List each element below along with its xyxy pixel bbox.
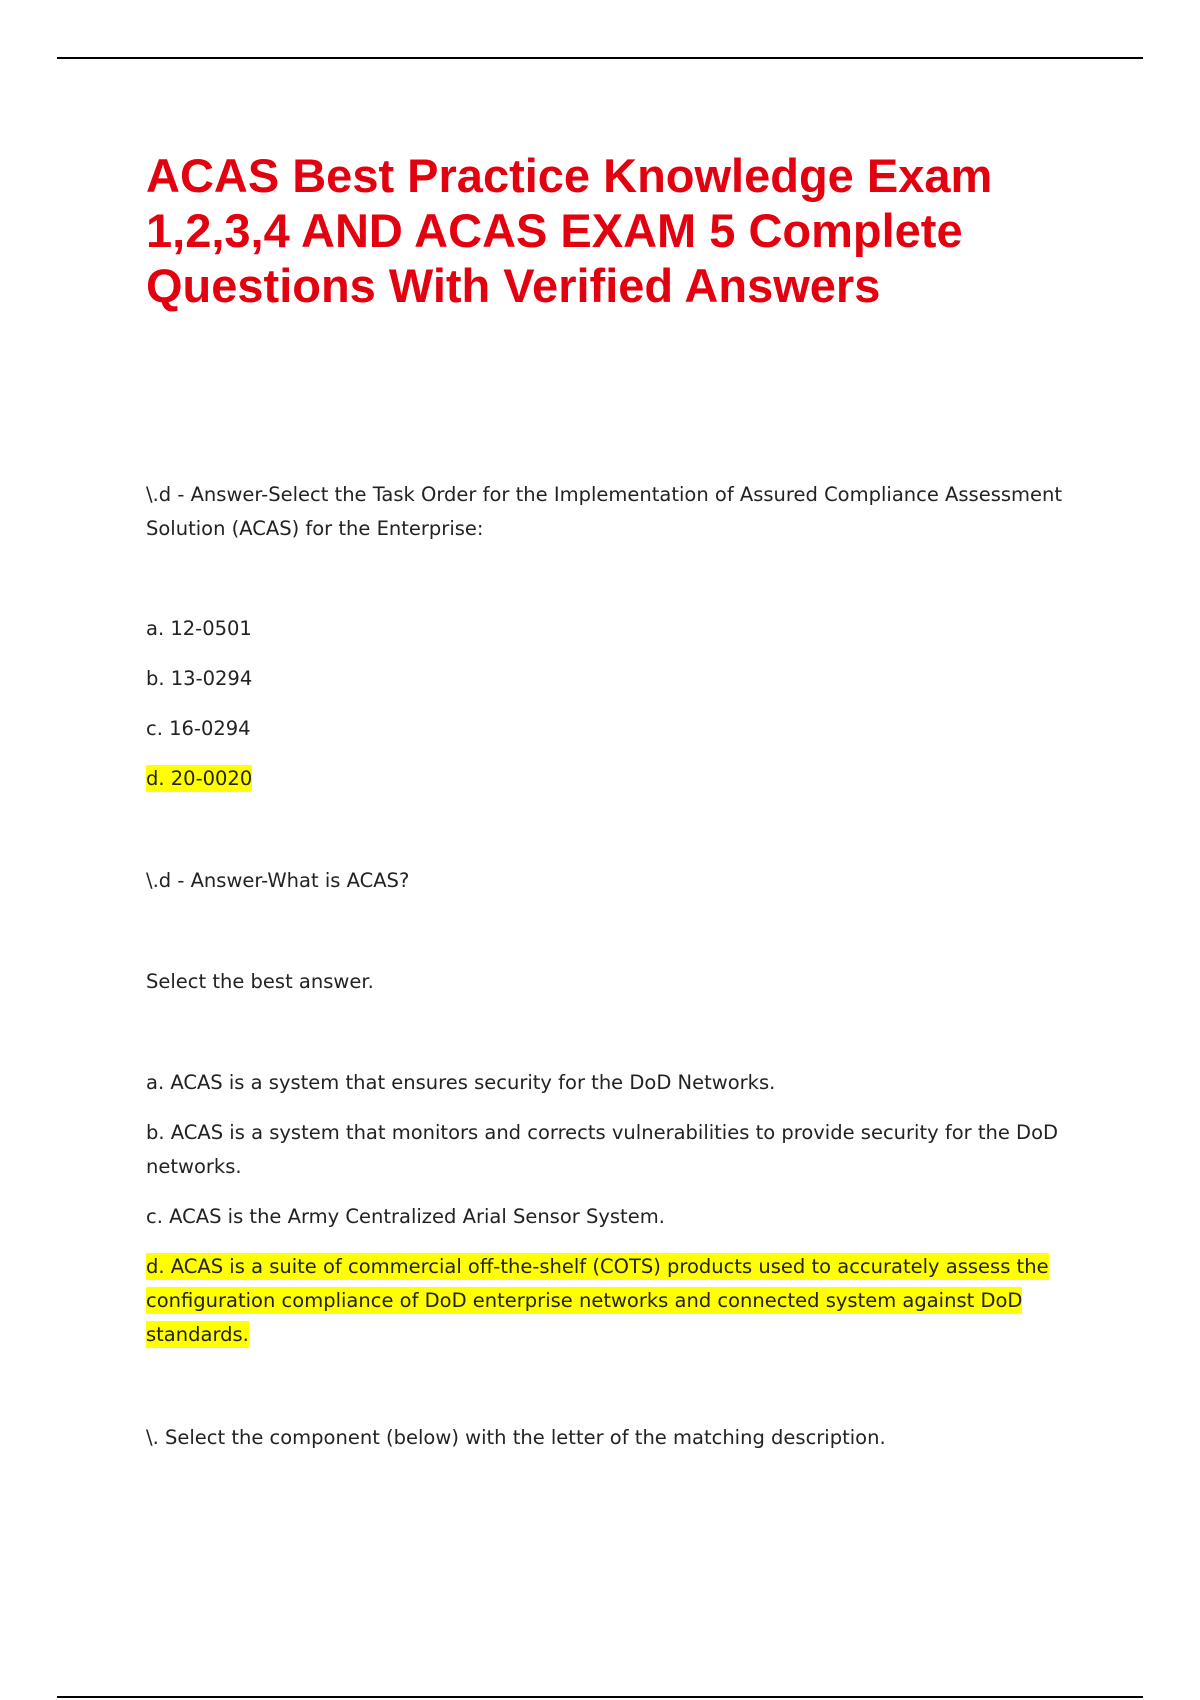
question-1-options (146, 612, 1096, 812)
question-text: \.d - Answer-Select the Task Order for the Implementation of Assured Compliance Assessment Solution (ACAS) for the Enterprise: (146, 483, 1063, 540)
question-1-prompt (146, 478, 1096, 546)
document-title: ACAS Best Practice Knowledge Exam 1,2,3,4 AND ACAS EXAM 5 Complete Questions With Verified Answers (146, 149, 993, 312)
question-text: \.d - Answer-What is ACAS? (146, 869, 410, 892)
highlighted-answer: d. 20-0020 (146, 767, 253, 790)
question-2-instruction (146, 965, 1096, 999)
question-2-options (146, 1066, 1096, 1368)
option-c: c. ACAS is the Army Centralized Arial Sensor System. (146, 1205, 665, 1228)
bottom-rule (57, 1696, 1143, 1698)
highlighted-answer: d. ACAS is a suite of commercial off-the-shelf (COTS) products used to accurately assess the configuration compliance of DoD enterprise networks and connected system against DoD standards. (146, 1255, 1049, 1346)
option-d-correct-answer (146, 1250, 1096, 1352)
question-3-prompt (146, 1421, 1096, 1455)
option-c: c. 16-0294 (146, 717, 251, 740)
question-text: \. Select the component (below) with the letter of the matching description. (146, 1426, 886, 1449)
option-d-correct-answer (146, 762, 1096, 796)
option-a: a. ACAS is a system that ensures security for the DoD Networks. (146, 1071, 776, 1094)
option-b: b. ACAS is a system that monitors and corrects vulnerabilities to provide security for the DoD networks. (146, 1121, 1059, 1178)
instruction-text: Select the best answer. (146, 970, 374, 993)
option-a: a. 12-0501 (146, 617, 252, 640)
top-rule (57, 57, 1143, 59)
question-2-prompt (146, 864, 1096, 898)
option-b: b. 13-0294 (146, 667, 253, 690)
